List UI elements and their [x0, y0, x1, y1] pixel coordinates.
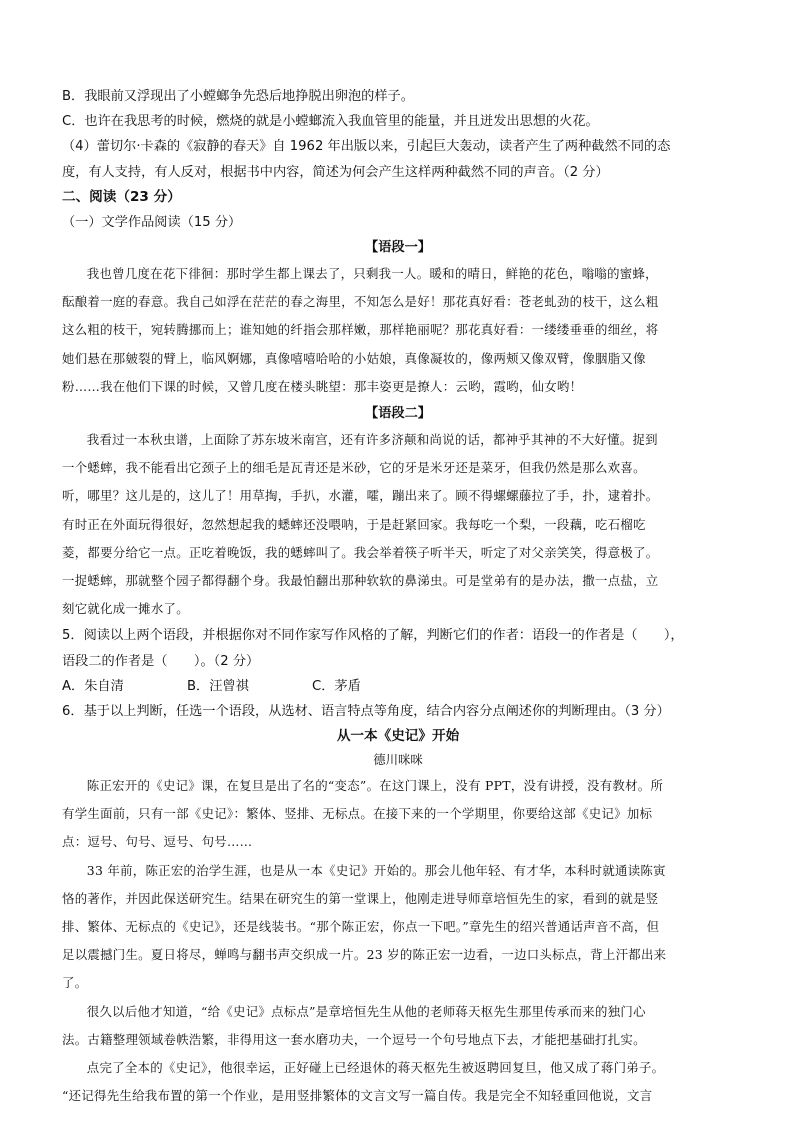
article-paragraph-1: [62, 772, 734, 857]
article-paragraph-4: [62, 1054, 734, 1110]
segment2-line: 我看过一本秋虫谱，上面除了苏东坡米南宫，还有许多济颠和尚说的话，都神乎其神的不大好懂。捉到: [86, 432, 658, 448]
segment1-text: [62, 260, 734, 401]
segment2-line: 一个蟋蟀，我不能看出它颈子上的细毛是瓦青还是米砂，它的牙是米牙还是菜牙，但我仍然是那么欢喜。: [62, 460, 646, 476]
article-line: 点完了全本的《史记》，他很幸运，正好碰上已经退休的蒋天枢先生被返聘回复旦，他又成了蒋门弟子。: [86, 1060, 665, 1076]
segment2-line: 一捉蟋蟀，那就整个园子都得翻个身。我最怕翻出那种软软的鼻涕虫。可是堂弟有的是办法，撒一点盐，立: [62, 573, 659, 589]
article-line: 很久以后他才知道，“给《史记》点标点”是章培恒先生从他的老师蒋天枢先生那里传承而来的独门心: [86, 1003, 646, 1019]
section-heading: 二、阅读（23 分）: [62, 188, 181, 205]
article-paragraph-2: [62, 857, 734, 998]
segment2-line: 听，哪里？这儿是的，这儿了！用草掏，手扒，水灌，嚯，蹦出来了。顾不得螺螺藤拉了手，扑，逮着扑。: [62, 488, 659, 504]
article-line: 了。: [62, 975, 88, 991]
article-line: “还记得先生给我布置的第一个作业，是用竖排繁体的文言文写一篇自传。我是完全不知轻重回他说，文言: [62, 1088, 653, 1104]
article-line: 恪的著作，并因此保送研究生。结果在研究生的第一堂课上，他刚走进导师章培恒先生的家，看到的就是竖: [62, 890, 659, 906]
segment1-line: 我也曾几度在花下徘徊：那时学生都上课去了，只剩我一人。暖和的晴日，鲜艳的花色，嗡嗡的蜜蜂，: [86, 266, 658, 282]
option-c: C．也许在我思考的时候，燃烧的就是小螳螂流入我血管里的能量，并且迸发出思想的火花。: [62, 114, 599, 130]
article-paragraph-3: [62, 998, 734, 1054]
question-4-line1: （4）蕾切尔·卡森的《寂静的春天》自 1962 年出版以来，引起巨大轰动，读者产生了两种截然不同的态: [62, 139, 671, 155]
article-line: 33 年前，陈正宏的治学生涯，也是从一本《史记》开始的。那会儿他年轻、有才华，本科时就通读陈寅: [86, 862, 666, 878]
article-line: 足以震撼门生。夏日将尽，蝉鸣与翻书声交织成一片。23 岁的陈正宏一边看，一边口头标点，背上汗都出来: [62, 947, 667, 963]
segment2-title: 【语段二】: [365, 406, 431, 422]
article-line: 法。古籍整理领域卷帙浩繁，非得用这一套水磨功夫，一个逗号一个句号地点下去，才能把基础打扎实。: [62, 1031, 646, 1047]
q5-option-b: B．汪曾祺: [187, 678, 249, 694]
article-line: 陈正宏开的《史记》课，在复旦是出了名的“变态”。在这门课上，没有 PPT，没有讲授，没有教材。所: [86, 778, 664, 794]
segment2-line: 刻它就化成一摊水了。: [62, 601, 189, 617]
segment2-line: 有时正在外面玩得很好，忽然想起我的蟋蟀还没喂呐，于是赶紧回家。我每吃一个梨，一段藕，吃石榴吃: [62, 516, 646, 532]
question-5-line1: 5．阅读以上两个语段，并根据你对不同作家写作风格的了解，判断它们的作者：语段一的作者是（ ），: [62, 628, 684, 644]
article-line: 点：逗号、句号、逗号、句号……: [62, 834, 253, 850]
segment2-line: 菱，都要分给它一点。正吃着晚饭，我的蟋蟀叫了。我会举着筷子听半天，听定了对父亲笑笑，得意极了。: [62, 544, 659, 560]
segment1-line: 她们悬在那皴裂的臂上，临风婀娜，真像嘻嘻哈哈的小姑娘，真像凝妆的，像两颊又像双臂，像胭脂又像: [62, 350, 646, 366]
q5-option-a: A．朱自清: [62, 678, 124, 694]
sub-heading: （一）文学作品阅读（15 分）: [62, 214, 242, 230]
segment1-line: 酝酿着一庭的春意。我自己如浮在茫茫的春之海里，不知怎么是好！那花真好看：苍老虬劲的枝干，这么粗: [62, 294, 659, 310]
article-line: 排、繁体、无标点的《史记》，还是线装书。“那个陈正宏，你点一下吧。”章先生的绍兴普通话声音不高，但: [62, 919, 660, 935]
q5-option-c: C．茅盾: [312, 678, 361, 694]
question-4-line2: 度，有人支持，有人反对，根据书中内容，简述为何会产生这样两种截然不同的声音。（2 分）: [62, 164, 609, 180]
segment1-title: 【语段一】: [365, 240, 431, 256]
segment2-text: [62, 426, 734, 623]
question-5-options: [62, 674, 734, 699]
question-6: 6．基于以上判断，任选一个语段，从选材、语言特点等角度，结合内容分点阐述你的判断理由。（3 分）: [62, 703, 670, 719]
article-author: 德川咪咪: [373, 752, 423, 768]
document-page: [62, 84, 734, 1111]
question-5-line2: 语段二的作者是（ ）。（2 分）: [62, 653, 260, 669]
segment1-line: 粉……我在他们下课的时候，又曾几度在楼头眺望：那丰姿更是撩人：云哟，霞哟，仙女哟！: [62, 378, 583, 394]
segment1-line: 这么粗的枝干，宛转腾挪而上；谁知她的纤指会那样嫩，那样艳丽呢？那花真好看：一缕缕垂垂的细丝，将: [62, 322, 659, 338]
article-title: 从一本《史记》开始: [336, 728, 460, 745]
option-b: B．我眼前又浮现出了小螳螂争先恐后地挣脱出卵泡的样子。: [62, 89, 414, 104]
article-line: 有学生面前，只有一部《史记》：繁体、竖排、无标点。在接下来的一个学期里，你要给这部《史记》加标: [62, 806, 653, 822]
